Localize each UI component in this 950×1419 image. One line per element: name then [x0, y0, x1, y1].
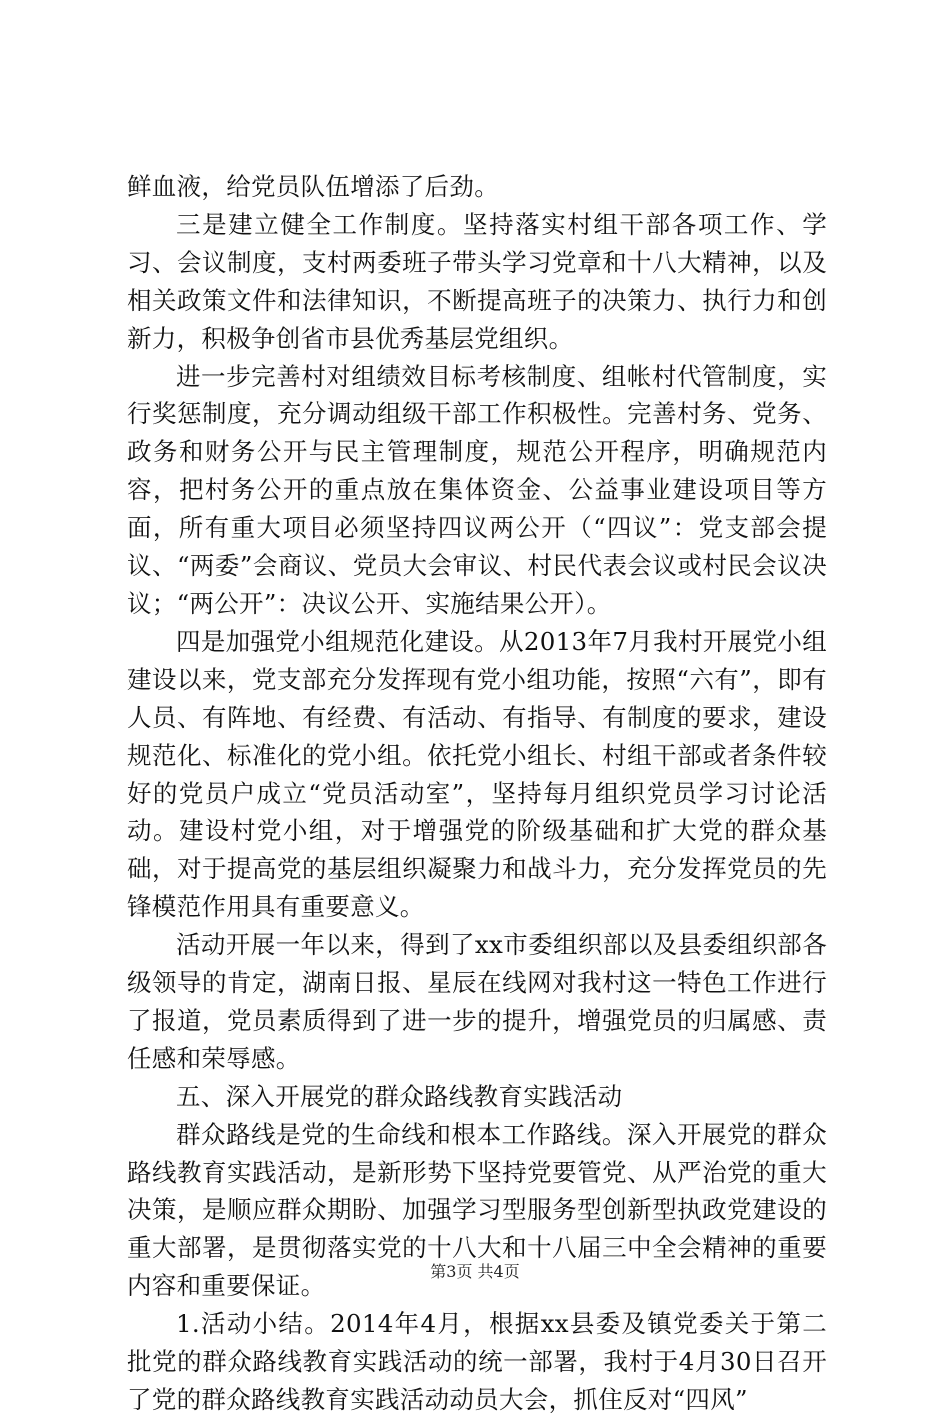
- paragraph-work-system: 三是建立健全工作制度。坚持落实村组干部各项工作、学习、会议制度，支村两委班子带头学习党章和十八大精神，以及相关政策文件和法律知识，不断提高班子的决策力、执行力和创新力，积极争创省市县优秀基层党组织。: [127, 209, 827, 353]
- document-body: [127, 168, 827, 1419]
- paragraph-continuation: 鲜血液，给党员队伍增添了后劲。: [127, 172, 499, 201]
- section-heading-mass-line: 五、深入开展党的群众路线教育实践活动: [176, 1081, 623, 1111]
- paragraph-party-group: 四是加强党小组规范化建设。从2013年7月我村开展党小组建设以来，党支部充分发挥现有党小组功能，按照“六有”，即有人员、有阵地、有经费、有活动、有指导、有制度的要求，建设规范化、标准化的党小组。依托党小组长、村组干部或者条件较好的党员户成立“党员活动室”，坚持每月组织党员学习讨论活动。建设村党小组，对于增强党的阶级基础和扩大党的群众基础，对于提高党的基层组织凝聚力和战斗力，充分发挥党员的先锋模范作用具有重要意义。: [127, 626, 827, 922]
- paragraph-activity-results: 活动开展一年以来，得到了xx市委组织部以及县委组织部各级领导的肯定，湖南日报、星辰在线网对我村这一特色工作进行了报道，党员素质得到了进一步的提升，增强党员的归属感、责任感和荣辱感。: [127, 930, 827, 1073]
- paragraph-mass-line: 群众路线是党的生命线和根本工作路线。深入开展党的群众路线教育实践活动，是新形势下坚持党要管党、从严治党的重大决策，是顺应群众期盼、加强学习型服务型创新型执政党建设的重大部署，是贯彻落实党的十八大和十八届三中全会精神的重要内容和重要保证。: [127, 1119, 827, 1301]
- paragraph-assessment-system: 进一步完善村对组绩效目标考核制度、组帐村代管制度，实行奖惩制度，充分调动组级干部工作积极性。完善村务、党务、政务和财务公开与民主管理制度，规范公开程序，明确规范内容，把村务公开的重点放在集体资金、公益事业建设项目等方面，所有重大项目必须坚持四议两公开（“四议”：党支部会提议、“两委”会商议、党员大会审议、村民代表会议或村民会议决议；“两公开”：决议公开、实施结果公开）。: [127, 361, 827, 618]
- page-footer: 第3页 共4页: [430, 1262, 520, 1281]
- paragraph-activity-summary: 1.活动小结。2014年4月，根据xx县委及镇党委关于第二批党的群众路线教育实践活动的统一部署，我村于4月30日召开了党的群众路线教育实践活动动员大会，抓住反对“四风”: [127, 1309, 827, 1414]
